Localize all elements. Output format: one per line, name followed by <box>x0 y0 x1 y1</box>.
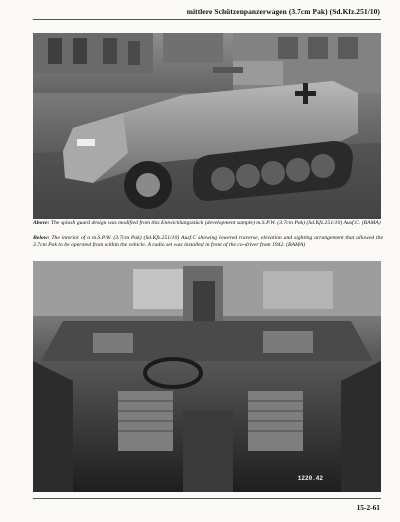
footer-divider <box>33 498 381 499</box>
header-divider <box>33 19 381 20</box>
caption-above <box>33 220 383 227</box>
photo-halftrack-exterior <box>33 33 381 219</box>
running-header: mittlere Schützenpanzerwagen (3.7cm Pak) (Sd.Kfz.251/10) <box>186 7 380 16</box>
page-number: 15-2-61 <box>356 503 380 512</box>
caption-above-text: The splash guard design was modified from this Entwicklungsstück (development sample) m.S.P.W. (3.7cm Pak) (Sd.Kfz.251/10) Ausf.C. (BAMA) <box>50 220 381 226</box>
caption-below-label: Below: <box>33 235 50 241</box>
caption-below <box>33 235 383 250</box>
caption-above-label: Above: <box>33 220 50 226</box>
photo-negative-number: 1220.42 <box>297 475 323 482</box>
photo-halftrack-interior <box>33 261 381 492</box>
caption-below-text: The interior of a m.S.P.W. (3.7cm Pak) (Sd.Kfz.251/10) Ausf.C showing lowered traverse, elevation and sighting arrangement that allowed the 3.7cm Pak to be operated from within the vehicle. A radio set was installed in front of the co-driver from 1942. (BAMA) <box>33 235 383 249</box>
